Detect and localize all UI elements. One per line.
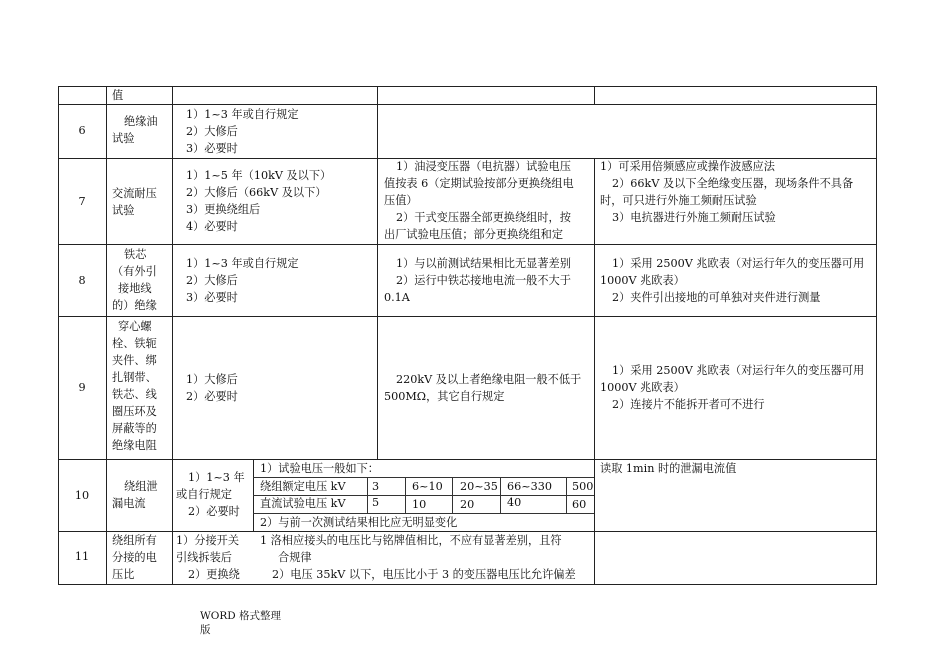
row6-item: 绝缘油 试验 [112,115,158,145]
row10-requirement-title: 1）试验电压一般如下： [260,462,379,475]
row8-requirement: 1）与以前测试结果相比无显著差别 2）运行中铁芯接地电流一般不大于 0.1A [384,257,571,304]
row10-period: 1）1~3 年 或自行规定 2）必要时 [176,471,245,518]
voltage-table-cell: 40 [507,496,522,509]
row11-period: 1）分接开关 引线拆装后 2）更换绕 [176,534,240,581]
voltage-table-row2-label: 直流试验电压 kV [260,497,346,510]
row9-note: 1）采用 2500V 兆欧表（对运行年久的变压器可用 1000V 兆欧表） 2）连接片不能拆开者可不进行 [600,364,865,411]
row7-requirement: 1）油浸变压器（电抗器）试验电压 值按表 6（定期试验按部分更换绕组电 压值） 2）干式变压器全部更换绕组时，按 出厂试验电压值；部分更换绕组和定 [384,160,574,241]
row7-number: 7 [78,195,86,208]
row11-requirement: 1 洛相应接头的电压比与铭牌值相比，不应有显著差别，且符 合规律 2）电压 35kV 以下，电压比小于 3 的变压器电压比允许偏差 [260,534,576,581]
page-footer [200,609,281,637]
row9-requirement: 220kV 及以上者绝缘电阻一般不低于 500MΩ，其它自行规定 [384,373,582,403]
footer-line: WORD 格式整理 [200,610,282,622]
voltage-table-cell: 3 [372,480,380,493]
voltage-table-cell: 66~330 [507,480,552,493]
voltage-table-cell: 60 [572,498,587,511]
voltage-table-cell: 500 [572,480,594,493]
voltage-table-cell: 6~10 [412,480,443,493]
row9-item: 穿心螺 栓、铁轭 夹件、绑 扎钢带、 铁芯、线 圈压环及 屏蔽等的 绝缘电阻 [112,320,157,452]
voltage-table-cell: 5 [372,496,380,509]
row8-note: 1）采用 2500V 兆欧表（对运行年久的变压器可用 1000V 兆欧表） 2）夹件引出接地的可单独对夹件进行测量 [600,257,865,304]
row8-period: 1）1~3 年或自行规定 2）大修后 3）必要时 [186,257,299,304]
row8-item: 铁芯 （有外引 接地线 的）绝缘 [112,248,157,312]
footer-line: 版 [200,624,211,636]
row10-requirement-tail: 2）与前一次测试结果相比应无明显变化 [260,516,458,529]
row11-item: 绕组所有 分接的电 压比 [112,534,157,581]
row8-number: 8 [78,274,86,287]
row6-period: 1）1~3 年或自行规定 2）大修后 3）必要时 [186,108,299,155]
row9-number: 9 [78,381,86,394]
row11-number: 11 [74,550,90,563]
row10-item: 绕组泄 漏电流 [112,480,158,510]
voltage-table-cell: 20 [460,498,475,511]
row7-period: 1）1~5 年（10kV 及以下） 2）大修后（66kV 及以下） 3）更换绕组后 4）必要时 [186,169,332,233]
voltage-table-cell: 20~35 [460,480,498,493]
row9-period: 1）大修后 2）必要时 [186,373,238,403]
row7-note: 1）可采用倍频感应或操作波感应法 2）66kV 及以下全绝缘变压器，现场条件不具备 时，可只进行外施工频耐压试验 3）电抗器进行外施工频耐压试验 [600,160,854,224]
row6-number: 6 [78,124,86,137]
row10-number: 10 [74,489,90,502]
voltage-table-cell: 10 [412,498,427,511]
row5-item-tail: 值 [112,89,124,102]
voltage-table-row1-label: 绕组额定电压 kV [260,480,346,493]
row10-note: 读取 1min 时的泄漏电流值 [600,462,737,475]
row7-item: 交流耐压 试验 [112,187,157,217]
